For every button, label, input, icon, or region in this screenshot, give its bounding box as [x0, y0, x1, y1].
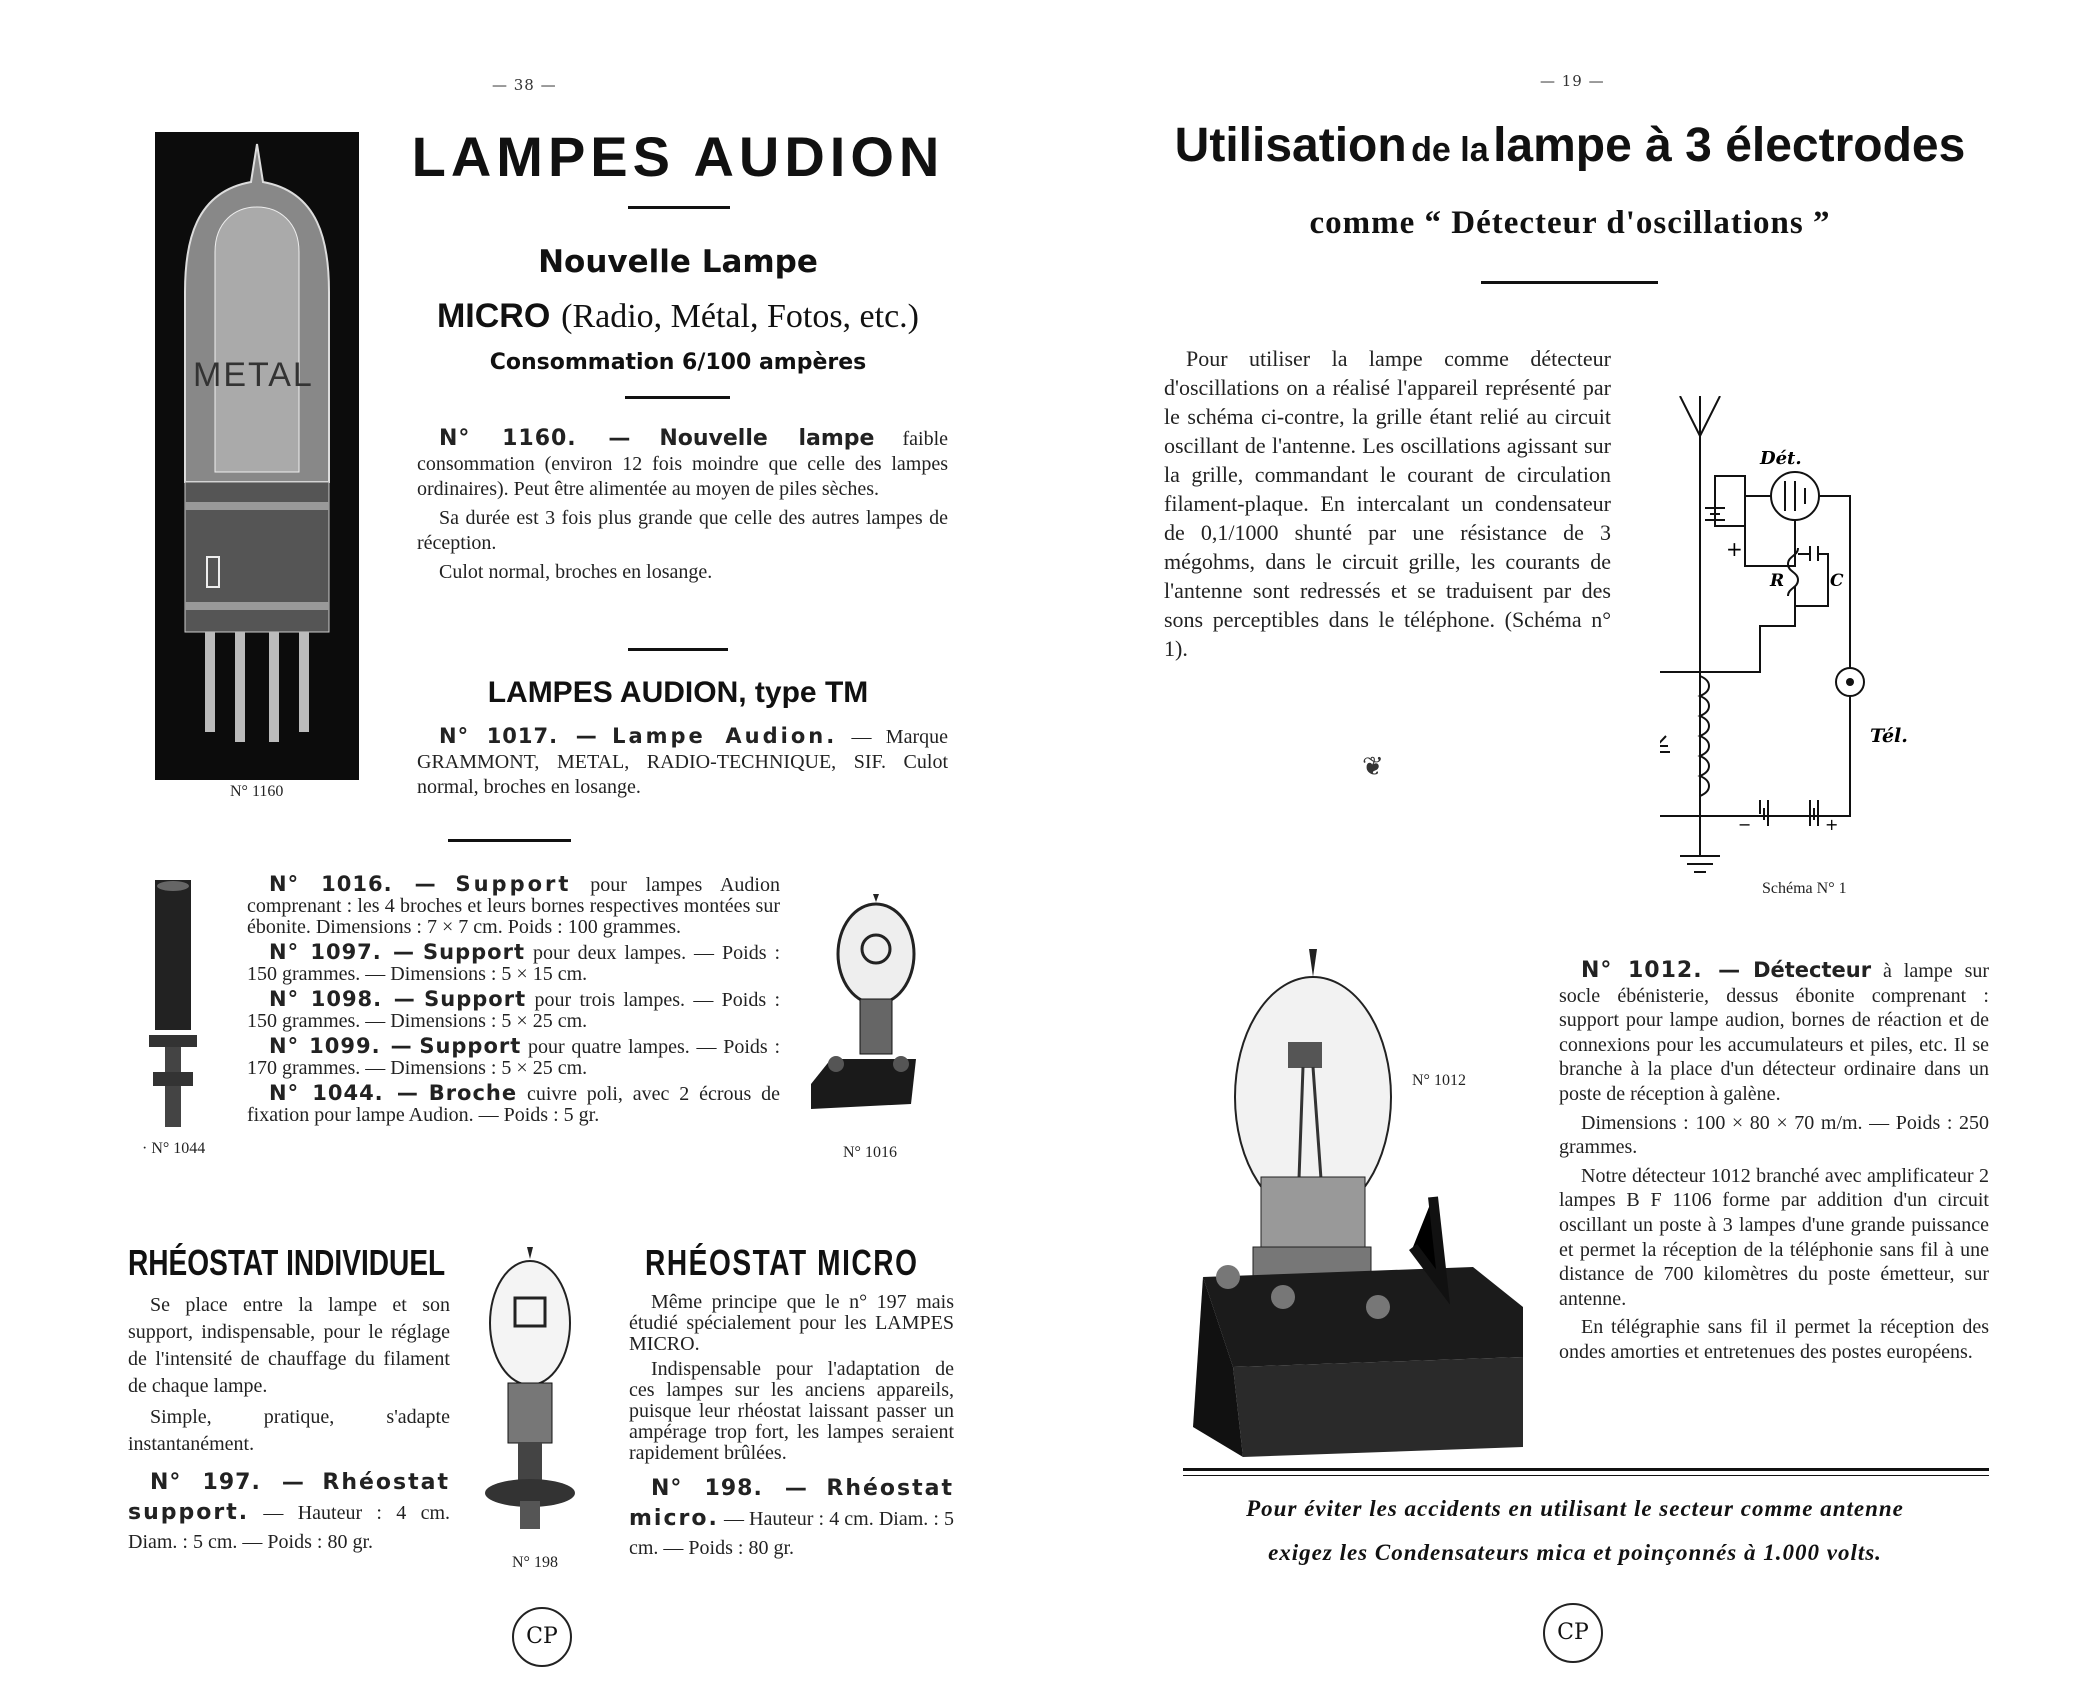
micro-line: [408, 296, 948, 336]
support-item: [247, 1083, 780, 1126]
rheostat-micro-text: [629, 1292, 954, 1567]
support-item: [247, 1036, 780, 1079]
item-name: Support: [423, 940, 525, 964]
item-1017: [417, 724, 948, 804]
divider: [625, 396, 730, 399]
page-title-left: LAMPES AUDION: [411, 125, 945, 188]
item-number: N° 1099. —: [269, 1034, 413, 1058]
paragraph: Indispensable pour l'adaptation de ces lampes sur les anciens appareils, puisque leur rhéostat laissant passer un ampérage trop fort, les lampes seraient rapidement brûlées.: [629, 1358, 954, 1464]
item-1160: [417, 426, 948, 589]
item-number: N° 1097. —: [269, 940, 416, 964]
item-text: Dimensions : 100 × 80 × 70 m/m. — Poids : 250 grammes.: [1559, 1111, 1989, 1159]
pin-caption: · N° 1044: [142, 1140, 206, 1157]
page-number-right: — 19 —: [1540, 72, 1605, 90]
item-name: Lampe Audion.: [612, 724, 838, 748]
item-number: N° 1016. —: [269, 872, 437, 896]
item-text: Sa durée est 3 fois plus grande que celle des autres lampes de réception.: [417, 507, 948, 554]
item-number: N° 197. —: [150, 1470, 305, 1495]
divider: [628, 648, 728, 651]
intro-body: Pour utiliser la lampe comme détecteur d'oscillations on a réalisé l'appareil représenté par le schéma ci-contre, la grille étant relié au circuit oscillant de l'antenne. Les oscillations agissant sur la grille, commandant le courant de circulation filament-plaque. En intercalant un condensateur de 0,1/1000 shunté par une résistance de 3 mégohms, dans le circuit grille, les courants de l'antenne sont redressés et se traduisent par des sons perceptibles dans le téléphone. (Schéma n° 1).: [1164, 346, 1611, 661]
tube-label: METAL: [193, 356, 314, 394]
rheostat-individuel-text: [128, 1292, 450, 1561]
item-number: N° 1017. —: [439, 724, 598, 748]
item-1012: [1559, 958, 1989, 1369]
ornament-icon: ❦: [1362, 752, 1384, 782]
schema-label-tel: Tél.: [1870, 725, 1908, 747]
item-text: faible consommation (environ 12 fois moindre que celle des lampes ordinaires). Peut être alimentée au moyen de piles sèches.: [417, 428, 949, 500]
item-name: Support: [424, 987, 527, 1011]
schema-plus: +: [1825, 815, 1839, 834]
schema-label-r: R: [1770, 571, 1785, 591]
divider: [1481, 281, 1658, 284]
item-name: Rhéostat support.: [128, 1470, 450, 1525]
support-1016-illustration: [806, 894, 916, 1128]
item-number: N° 1098. —: [269, 987, 416, 1011]
item-text: à lampe sur socle ébénisterie, dessus ébonite comprenant : support pour lampe audion, bornes de réaction et de connexions pour les accumulateurs et piles, etc. Il se branche à la place d'un détecteur ordinaire dans un poste de réception à galène.: [1559, 960, 1990, 1105]
rheostat-lamp-illustration: [480, 1243, 580, 1537]
support-item: [247, 989, 780, 1032]
divider: [628, 206, 730, 209]
support-caption: N° 1016: [843, 1144, 897, 1161]
detector-1012-illustration: [1183, 947, 1528, 1463]
schema-minus: −: [1738, 815, 1752, 834]
item-name: Support: [419, 1034, 522, 1058]
item-text: pour deux lampes. — Poids : 150 grammes. — Dimensions : 5 × 15 cm.: [247, 942, 781, 985]
item-name: Support: [455, 872, 572, 896]
paragraph: Même principe que le n° 197 mais étudié spécialement pour les LAMPES MICRO.: [629, 1291, 954, 1355]
micro-word: MICRO: [436, 297, 551, 335]
detector-caption: N° 1012: [1412, 1072, 1466, 1089]
micro-brands: (Radio, Métal, Fotos, etc.): [561, 298, 920, 335]
item-text: Culot normal, broches en losange.: [439, 561, 713, 583]
item-text: — Marque GRAMMONT, METAL, RADIO-TECHNIQUE, SIF. Culot normal, broches en losange.: [417, 726, 949, 798]
item-text: — Hauteur : 4 cm. Diam. : 5 cm. — Poids : 80 gr.: [629, 1508, 955, 1559]
item-number: N° 198. —: [651, 1476, 808, 1501]
tube-caption: N° 1160: [230, 783, 284, 800]
subtitle-nouvelle-lampe: Nouvelle Lampe: [538, 244, 818, 280]
item-number: N° 1012. —: [1581, 958, 1742, 983]
item-text: pour quatre lampes. — Poids : 170 grammes. — Dimensions : 5 × 25 cm.: [247, 1036, 780, 1079]
item-number: N° 1160. —: [439, 426, 632, 451]
divider: [448, 839, 571, 842]
schema-label-det: Dét.: [1760, 448, 1802, 469]
type-tm-title: LAMPES AUDION, type TM: [487, 676, 869, 709]
tube-illustration: [155, 132, 359, 780]
paragraph: Simple, pratique, s'adapte instantanément.: [128, 1406, 450, 1455]
item-name: Nouvelle lampe: [659, 426, 875, 451]
rheostat-micro-title: RHÉOSTAT MICRO: [645, 1242, 919, 1283]
publisher-logo-right: CP: [1543, 1603, 1603, 1663]
page-number-left: — 38 —: [492, 76, 557, 94]
item-text: Notre détecteur 1012 branché avec amplificateur 2 lampes B F 1106 forme par addition d'un circuit oscillant un poste à 3 lampes d'une grande puissance et permet la réception de la téléphonie sans fil à une distance de 700 kilomètres du poste émetteur, sur antenne.: [1559, 1164, 1989, 1310]
schema-caption: Schéma N° 1: [1762, 880, 1847, 897]
double-rule: [1183, 1468, 1989, 1476]
pin-illustration: [145, 880, 202, 1130]
page-title-right: [1150, 118, 1990, 173]
item-name: Broche: [428, 1081, 518, 1105]
support-item: [247, 874, 780, 938]
schema-label-c: C: [1830, 571, 1844, 591]
consumption: Consommation 6/100 ampères: [489, 350, 867, 375]
title-part: Utilisation: [1174, 119, 1407, 172]
paragraph: Se place entre la lampe et son support, indispensable, pour le réglage de l'intensité de chauffage du filament de chaque lampe.: [128, 1294, 450, 1397]
item-text: — Hauteur : 4 cm. Diam. : 5 cm. — Poids : 80 gr.: [128, 1502, 451, 1553]
title-part: lampe à 3 électrodes: [1493, 119, 1966, 172]
schema-plus: +: [1726, 537, 1743, 561]
publisher-logo-left: CP: [512, 1607, 572, 1667]
notice-line-2: exigez les Condensateurs mica et poinçonnés à 1.000 volts.: [1268, 1540, 1882, 1565]
supports-list: [247, 874, 780, 1130]
item-text: En télégraphie sans fil il permet la réception des ondes amorties et entretenues des postes européens.: [1559, 1316, 1989, 1363]
item-text: pour lampes Audion comprenant : les 4 broches et leurs bornes respectives montées sur ébonite. Dimensions : 7 × 7 cm. Poids : 100 grammes.: [247, 874, 780, 938]
item-name: Rhéostat micro.: [629, 1476, 954, 1531]
support-item: [247, 942, 780, 985]
item-number: N° 1044. —: [269, 1081, 419, 1105]
subtitle-detecteur: comme “ Détecteur d'oscillations ”: [1309, 205, 1831, 241]
schema-diagram: [1660, 396, 1970, 876]
title-part: de la: [1411, 131, 1489, 169]
notice-line-1: Pour éviter les accidents en utilisant le secteur comme antenne: [1246, 1496, 1904, 1521]
item-text: cuivre poli, avec 2 écrous de fixation pour lampe Audion. — Poids : 5 gr.: [247, 1083, 781, 1126]
rheostat-caption: N° 198: [512, 1554, 558, 1571]
rheostat-individuel-title: RHÉOSTAT INDIVIDUEL: [128, 1242, 446, 1283]
item-name: Détecteur: [1753, 958, 1872, 982]
item-text: pour trois lampes. — Poids : 150 grammes. — Dimensions : 5 × 25 cm.: [247, 989, 781, 1032]
